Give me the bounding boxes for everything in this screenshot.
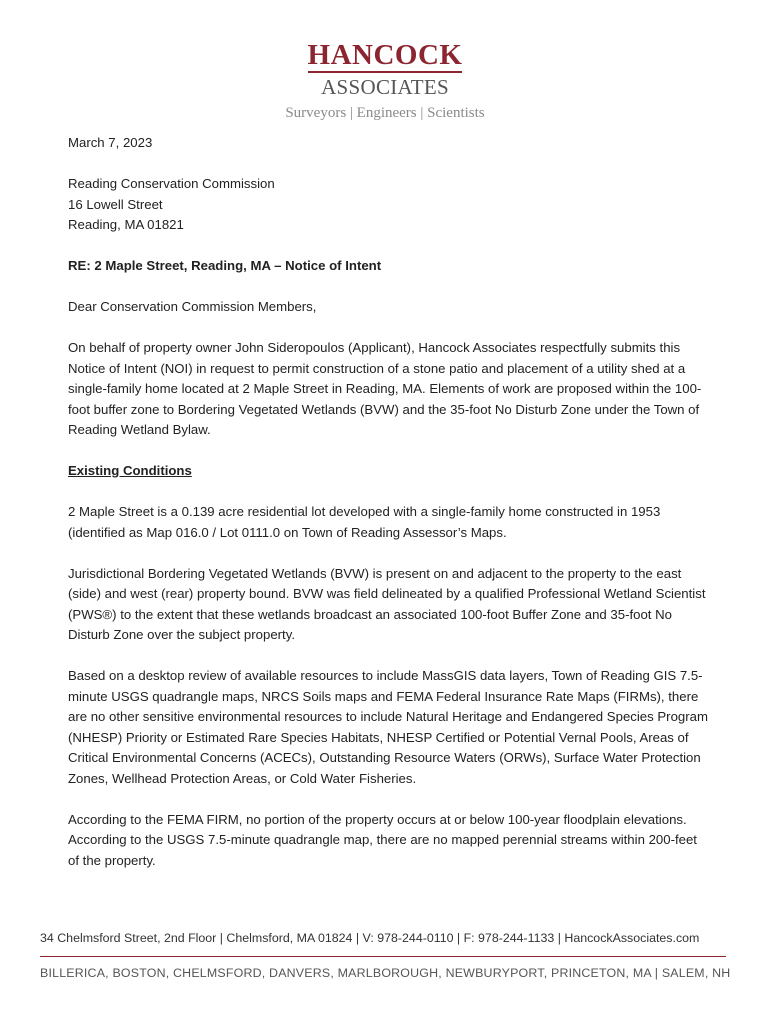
company-logo-name: HANCOCK (307, 39, 463, 71)
recipient-line-3: Reading, MA 01821 (68, 217, 184, 232)
company-logo-subname: ASSOCIATES (321, 75, 449, 99)
company-tagline: Surveyors | Engineers | Scientists (285, 105, 485, 121)
recipient-line-1: Reading Conservation Commission (68, 176, 275, 191)
body-paragraph: Based on a desktop review of available resources to include MassGIS data layers, Town of Reading GIS 7.5-minute USGS quadrangle maps, NRCS Soils maps and FEMA Federal Insurance Rate Maps (FIRMs), there are no other sensitive environmental resources to include Natural Heritage and Endangered Species Program (NHESP) Priority or Estimated Rare Species Habitats, NHESP Certified or Potential Vernal Pools, Areas of Critical Environmental Concerns (ACECs), Outstanding Resource Waters (ORWs), Surface Water Protection Zones, Wellhead Protection Areas, or Cold Water Fisheries. (68, 668, 708, 786)
letter-body (68, 133, 708, 892)
section-heading: Existing Conditions (68, 463, 192, 478)
footer-contact: 34 Chelmsford Street, 2nd Floor | Chelmsford, MA 01824 | V: 978-244-0110 | F: 978-244-1133 | HancockAssociates.com (40, 931, 700, 945)
salutation: Dear Conservation Commission Members, (68, 299, 317, 314)
recipient-line-2: 16 Lowell Street (68, 196, 163, 212)
body-paragraph: Jurisdictional Bordering Vegetated Wetlands (BVW) is present on and adjacent to the property to the east (side) and west (rear) property bound. BVW was field delineated by a qualified Professional Wetland Scientist (PWS®) to the extent that these wetlands broadcast an associated 100-foot Buffer Zone and 35-foot No Disturb Zone over the subject property. (68, 565, 706, 642)
body-paragraph: 2 Maple Street is a 0.139 acre residential lot developed with a single-family home constructed in 1953 (identified as Map 016.0 / Lot 0111.0 on Town of Reading Assessor’s Maps. (68, 504, 661, 540)
footer-divider (40, 956, 726, 957)
footer-offices: BILLERICA, BOSTON, CHELMSFORD, DANVERS, MARLBOROUGH, NEWBURYPORT, PRINCETON, MA | SALEM, NH (40, 966, 731, 980)
body-paragraph: According to the FEMA FIRM, no portion of the property occurs at or below 100-year floodplain elevations. According to the USGS 7.5-minute quadrangle map, there are no mapped perennial streams within 200-feet of the property. (68, 811, 697, 868)
letter-date: March 7, 2023 (68, 135, 153, 150)
recipient-address (68, 174, 708, 236)
subject-line: RE: 2 Maple Street, Reading, MA – Notice of Intent (68, 258, 382, 273)
logo-divider (308, 71, 462, 73)
letterhead (0, 40, 770, 122)
intro-paragraph: On behalf of property owner John Sideropoulos (Applicant), Hancock Associates respectfully submits this Notice of Intent (NOI) in request to permit construction of a stone patio and placement of a utility shed at a single-family home located at 2 Maple Street in Reading, MA. Elements of work are proposed within the 100-foot buffer zone to Bordering Vegetated Wetlands (BVW) and the 35-foot No Disturb Zone under the Town of Reading Wetland Bylaw. (68, 340, 702, 437)
